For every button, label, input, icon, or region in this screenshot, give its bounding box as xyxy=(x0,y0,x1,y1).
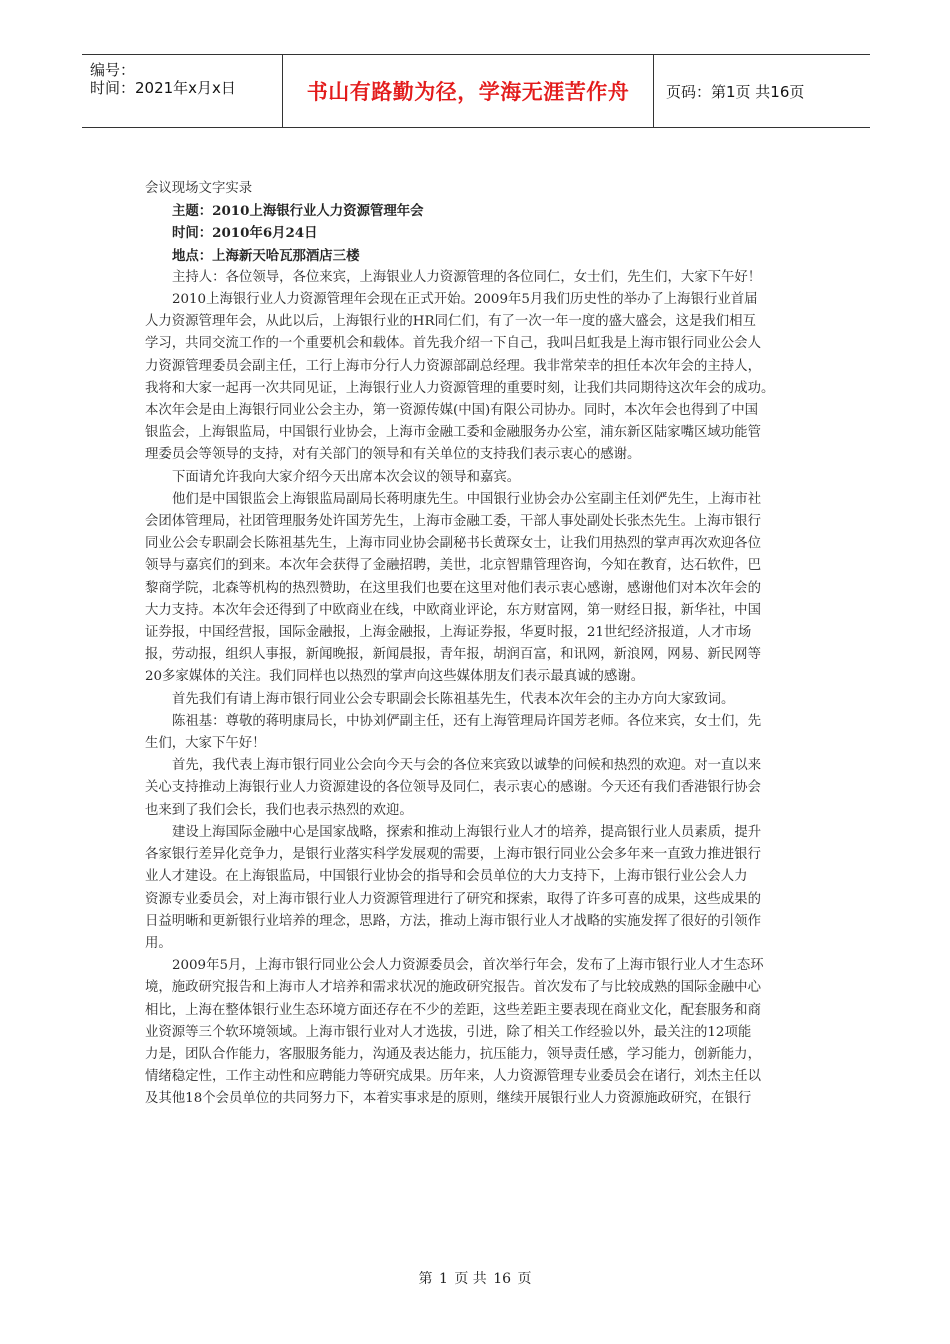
text-line: 也来到了我们会长，我们也表示热烈的欢迎。 xyxy=(145,802,413,818)
doc-topic: 主题：2010上海银行业人力资源管理年会 xyxy=(172,203,424,220)
doc-date-label: 时间：2021年x月x日 xyxy=(90,79,236,97)
page-footer xyxy=(0,1268,950,1288)
doc-title: 会议现场文字实录 xyxy=(145,181,253,196)
footer-suffix: 页 xyxy=(517,1271,532,1287)
text-line: 陈祖基：尊敬的蒋明康局长，中协刘俨副主任，还有上海管理局许国芳老师。各位来宾，女士们，先 xyxy=(172,713,762,729)
text-line: 资源专业委员会，对上海市银行业人力资源管理进行了研究和探索，取得了许多可喜的成果，这些成果的 xyxy=(145,891,761,907)
doc-time: 时间：2010年6月24日 xyxy=(172,225,318,242)
text-line: 下面请允许我向大家介绍今天出席本次会议的领导和嘉宾。 xyxy=(172,469,521,485)
text-line: 2009年5月，上海市银行同业公会人力资源委员会，首次举行年会，发布了上海市银行业人才生态环 xyxy=(172,958,764,974)
text-line: 2010上海银行业人力资源管理年会现在正式开始。2009年5月我们历史性的举办了上海银行业首届 xyxy=(172,292,758,308)
text-line: 建设上海国际金融中心是国家战略，探索和推动上海银行业人才的培养，提高银行业人员素质，提升 xyxy=(172,824,762,840)
page-header xyxy=(82,54,870,128)
text-line: 会团体管理局，社团管理服务处许国芳先生，上海市金融工委，干部人事处副处长张杰先生。上海市银行 xyxy=(145,514,761,530)
text-line: 首先，我代表上海市银行同业公会向今天与会的各位来宾致以诚挚的问候和热烈的欢迎。对一直以来 xyxy=(172,758,762,774)
text-line: 业资源等三个软环境领域。上海市银行业对人才选拔，引进，除了相关工作经验以外，最关注的12项能 xyxy=(145,1024,752,1040)
text-line: 本次年会是由上海银行同业公会主办，第一资源传媒(中国)有限公司协办。同时，本次年会也得到了中国 xyxy=(145,403,759,419)
text-line: 领导与嘉宾们的到来。本次年会获得了金融招聘，美世，北京智鼎管理咨询，今知在教育，达石软件，巴 xyxy=(145,558,761,574)
doc-number-label: 编号： xyxy=(90,61,136,79)
text-line: 相比，上海在整体银行业生态环境方面还存在不少的差距，这些差距主要表现在商业文化，配套服务和商 xyxy=(145,1002,761,1018)
document-body xyxy=(145,178,809,1111)
header-motto-cell xyxy=(282,55,654,127)
text-line: 日益明晰和更新银行业培养的理念，思路，方法，推动上海市银行业人才战略的实施发挥了很好的引领作 xyxy=(145,913,761,929)
text-line: 业人才建设。在上海银监局，中国银行业协会的指导和会员单位的大力支持下，上海市银行业公会人力 xyxy=(145,869,748,885)
text-line: 及其他18个会员单位的共同努力下，本着实事求是的原则，继续开展银行业人力资源施政研究，在银行 xyxy=(145,1091,752,1107)
text-line: 他们是中国银监会上海银监局副局长蒋明康先生。中国银行业协会办公室副主任刘俨先生，上海市社 xyxy=(172,491,762,507)
text-line: 报，劳动报，组织人事报，新闻晚报，新闻晨报，青年报，胡润百富，和讯网，新浪网，网易、新民网等 xyxy=(145,647,761,663)
text-line: 银监会，上海银监局，中国银行业协会，上海市金融工委和金融服务办公室，浦东新区陆家嘴区域功能管 xyxy=(145,425,761,441)
text-line: 理委员会等领导的支持，对有关部门的领导和有关单位的支持我们表示衷心的感谢。 xyxy=(145,447,641,463)
text-line: 生们，大家下午好！ xyxy=(145,736,266,752)
text-line: 主持人：各位领导，各位来宾，上海银业人力资源管理的各位同仁，女士们，先生们，大家下午好！ xyxy=(172,269,762,285)
text-line: 用。 xyxy=(145,935,172,951)
text-line: 黎商学院，北森等机构的热烈赞助，在这里我们也要在这里对他们表示衷心感谢，感谢他们对本次年会的 xyxy=(145,580,761,596)
doc-place: 地点：上海新天哈瓦那酒店三楼 xyxy=(172,247,360,264)
footer-prefix: 第 xyxy=(418,1271,433,1287)
text-line: 20多家媒体的关注。我们同样也以热烈的掌声向这些媒体朋友们表示最真诚的感谢。 xyxy=(145,669,645,685)
text-line: 人力资源管理年会，从此以后，上海银行业的HR同仁们，有了一次一年一度的盛大盛会，这是我们相互 xyxy=(145,314,756,330)
text-line: 力是，团队合作能力，客服服务能力，沟通及表达能力，抗压能力，领导责任感，学习能力，创新能力， xyxy=(145,1046,761,1062)
header-meta xyxy=(82,55,282,127)
text-line: 学习，共同交流工作的一个重要机会和载体。首先我介绍一下自己，我叫吕虹我是上海市银行同业公会人 xyxy=(145,336,761,352)
text-line: 首先我们有请上海市银行同业公会专职副会长陈祖基先生，代表本次年会的主办方向大家致词。 xyxy=(172,691,735,707)
footer-mid: 页 共 xyxy=(454,1271,487,1287)
text-line: 境，施政研究报告和上海市人才培养和需求状况的施政研究报告。首次发布了与比较成熟的国际金融中心 xyxy=(145,980,761,996)
text-line: 大力支持。本次年会还得到了中欧商业在线，中欧商业评论，东方财富网，第一财经日报，新华社，中国 xyxy=(145,602,761,618)
text-line: 各家银行差异化竞争力，是银行业落实科学发展观的需要，上海市银行同业公会多年来一直致力推进银行 xyxy=(145,847,761,863)
text-line: 我将和大家一起再一次共同见证，上海银行业人力资源管理的重要时刻，让我们共同期待这次年会的成功。 xyxy=(145,380,775,396)
footer-page-number: 1 xyxy=(438,1271,448,1287)
text-line: 情绪稳定性，工作主动性和应聘能力等研究成果。历年来，人力资源管理专业委员会在诸行，刘杰主任以 xyxy=(145,1069,761,1085)
text-line: 关心支持推动上海银行业人力资源建设的各位领导及同仁，表示衷心的感谢。今天还有我们香港银行协会 xyxy=(145,780,761,796)
text-line: 力资源管理委员会副主任，工行上海市分行人力资源部副总经理。我非常荣幸的担任本次年会的主持人， xyxy=(145,358,761,374)
footer-page-total: 16 xyxy=(493,1271,512,1287)
header-page-info: 页码：第1页 共16页 xyxy=(666,83,805,101)
header-motto: 书山有路勤为径，学海无涯苦作舟 xyxy=(306,80,630,104)
text-line: 证券报，中国经营报，国际金融报，上海金融报，上海证券报，华夏时报，21世纪经济报道，人才市场 xyxy=(145,625,752,641)
text-line: 同业公会专职副会长陈祖基先生，上海市同业协会副秘书长黄琛女士，让我们用热烈的掌声再次欢迎各位 xyxy=(145,536,761,552)
